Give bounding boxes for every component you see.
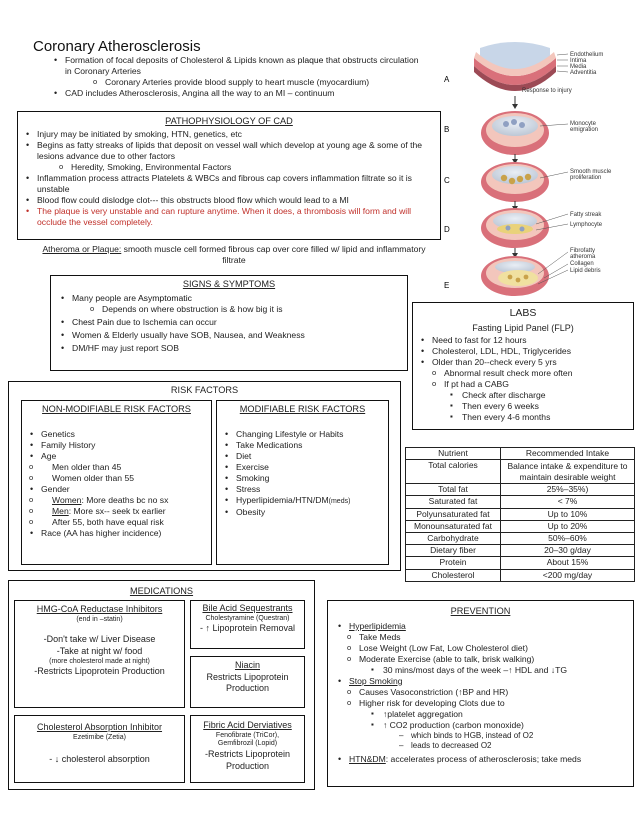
nutrient-cell: Saturated fat: [406, 496, 501, 508]
table-row: [406, 532, 635, 544]
nonmodifiable-box: [21, 400, 212, 565]
labs-subitem: o If pt had a CABG: [431, 379, 627, 390]
hmg-coa-subtitle: (end in –statin): [76, 615, 123, 623]
patho-item: • Inflammation process attracts Platelets & WBCs and fibrous cap covers inflammation filtrate so it is unstable: [24, 173, 434, 195]
intro-item-cad: • CAD includes Atherosclerosis, Angina all the way to an MI – continuum: [52, 88, 427, 99]
figure-label: Endothelium: [570, 52, 604, 58]
risk-item: • Stress: [223, 484, 382, 495]
hmg-coa-note: -Don't take w/ Liver Disease: [43, 634, 156, 645]
risk-item: • Age: [28, 451, 205, 462]
intake-cell: 20–30 g/day: [501, 545, 635, 557]
hmg-coa-box: [14, 600, 185, 708]
nutrient-cell: Cholesterol: [406, 569, 501, 581]
bile-acid-subtitle: Cholestyramine (Questran): [205, 614, 290, 622]
intake-cell: Balance intake & expenditure to maintain desirable weight: [501, 460, 635, 484]
prevention-item: • Hyperlipidemia: [336, 621, 625, 632]
figure-label: Fibrofatty: [570, 248, 596, 254]
figure-label: Lymphocyte: [570, 222, 603, 228]
prevention-item: • Stop Smoking: [336, 676, 625, 687]
stage-label: D: [444, 225, 450, 234]
risk-subitem: o Women older than 55: [28, 473, 205, 484]
prevention-subitem: o Lose Weight (Low Fat, Low Cholesterol diet): [346, 643, 625, 654]
risk-item: • Genetics: [28, 429, 205, 440]
labs-item: • Cholesterol, LDL, HDL, Triglycerides: [419, 346, 627, 357]
prevention-subitem: o Moderate Exercise (able to talk, brisk walking): [346, 654, 625, 665]
signs-subitem: o Depends on where obstruction is & how big it is: [89, 304, 399, 315]
modifiable-heading: MODIFIABLE RISK FACTORS: [239, 404, 366, 414]
prevention-detail: ▪ ↑ CO2 production (carbon monoxide): [370, 720, 625, 731]
risk-subitem: o After 55, both have equal risk: [28, 517, 205, 528]
risk-subitem: o Men older than 45: [28, 462, 205, 473]
pathophysiology-box: [17, 111, 441, 240]
intake-cell: 25%–35%): [501, 484, 635, 496]
page-title: Coronary Atherosclerosis: [33, 38, 201, 55]
prevention-subitem: o Take Meds: [346, 632, 625, 643]
table-row: [406, 520, 635, 532]
risk-item: • Changing Lifestyle or Habits: [223, 429, 382, 440]
prevention-detail: ▪ 30 mins/most days of the week –↑ HDL and ↓TG: [370, 665, 625, 676]
intro-subitem: o Coronary Arteries provide blood supply to heart muscle (myocardium): [92, 77, 427, 88]
patho-item: • Blood flow could dislodge clot--- this obstructs blood flow which would lead to a MI: [24, 195, 434, 206]
labs-cabg-item: ▪ Check after discharge: [449, 390, 627, 401]
prevention-detail: – which binds to HGB, instead of O2: [398, 731, 625, 741]
signs-item: • Chest Pain due to Ischemia can occur: [59, 317, 399, 328]
patho-item: • Begins as fatty streaks of lipids that deposit on vessel wall which develop at young age & some of the lesions advance due to other factors: [24, 140, 434, 162]
prevention-detail: ▪ ↑platelet aggregation: [370, 709, 625, 720]
signs-heading: SIGNS & SYMPTOMS: [182, 279, 276, 289]
stage-label: B: [444, 125, 450, 134]
intake-cell: Up to 10%: [501, 508, 635, 520]
atheroma-definition: Atheroma or Plaque: smooth muscle cell formed fibrous cap over core filled w/ lipid and inflammatory filtrate: [42, 244, 426, 265]
nutrient-cell: Protein: [406, 557, 501, 569]
table-row: [406, 569, 635, 581]
labs-cabg-item: ▪ Then every 4-6 months: [449, 412, 627, 423]
table-header: Nutrient: [406, 448, 501, 460]
nutrient-cell: Polyunsaturated fat: [406, 508, 501, 520]
nutrient-cell: Total fat: [406, 484, 501, 496]
signs-item: • Many people are Asymptomatic: [59, 293, 399, 304]
figure-label: Adventitia: [570, 70, 597, 76]
intake-cell: 50%–60%: [501, 532, 635, 544]
table-row: [406, 496, 635, 508]
fibric-acid-subtitle: Fenofibrate (TriCor),: [215, 731, 280, 739]
nutrient-cell: Total calories: [406, 460, 501, 484]
intake-cell: About 15%: [501, 557, 635, 569]
fibric-acid-subtitle: Gemfibrozil (Lopid): [217, 740, 278, 748]
figure-label: atheroma: [570, 254, 596, 260]
nutrient-cell: Dietary fiber: [406, 545, 501, 557]
risk-item: • Exercise: [223, 462, 382, 473]
prevention-item: • HTN&DM: accelerates process of atherosclerosis; take meds: [336, 754, 625, 765]
risk-item: • Race (AA has higher incidence): [28, 528, 205, 539]
intake-cell: <200 mg/day: [501, 569, 635, 581]
medications-box: [8, 580, 315, 790]
fibric-acid-title: Fibric Acid Derviatives: [203, 720, 292, 730]
bile-acid-note: - ↑ Lipoprotein Removal: [199, 623, 296, 634]
bile-acid-box: [190, 600, 305, 649]
risk-item: • Hyperlipidemia/HTN/DM(meds): [223, 495, 382, 507]
niacin-note: Restricts Lipoprotein Production: [206, 671, 289, 694]
labs-item: • Need to fast for 12 hours: [419, 335, 627, 346]
stage-a-vessel: [474, 42, 556, 91]
absorption-inhibitor-title: Cholesterol Absorption Inhibitor: [36, 722, 163, 732]
nutrition-table: [405, 447, 635, 582]
prevention-subitem: o Higher risk for developing Clots due to: [346, 698, 625, 709]
signs-symptoms-box: [50, 275, 408, 371]
signs-item: • Women & Elderly usually have SOB, Nausea, and Weakness: [59, 330, 399, 341]
risk-subitem: o Women: More deaths bc no sx: [28, 495, 205, 506]
risk-item: • Take Medications: [223, 440, 382, 451]
intro-item-plaque: • Formation of focal deposits of Cholesterol & Lipids known as plaque that obstructs circulation in Coronary Arteries: [52, 55, 427, 77]
hmg-coa-title: HMG-CoA Reductase Inhibitors: [36, 604, 163, 614]
figure-label: Fatty streak: [570, 212, 602, 218]
fibric-acid-note: -Restricts Lipoprotein Production: [204, 749, 291, 771]
hmg-coa-note: (more cholesterol made at night): [49, 657, 150, 665]
absorption-inhibitor-box: [14, 715, 185, 783]
risk-item: • Obesity: [223, 507, 382, 518]
nonmodifiable-heading: NON-MODIFIABLE RISK FACTORS: [42, 404, 191, 414]
nutrient-cell: Monounsaturated fat: [406, 520, 501, 532]
niacin-title: Niacin: [234, 660, 260, 670]
stage-e-vessel: [481, 256, 549, 296]
prevention-heading: PREVENTION: [450, 606, 511, 616]
absorption-inhibitor-subtitle: Ezetimibe (Zetia): [73, 733, 126, 741]
labs-cabg-item: ▪ Then every 6 weeks: [449, 401, 627, 412]
medications-heading: MEDICATIONS: [129, 586, 194, 596]
figure-label: Monocyte: [570, 121, 597, 127]
nutrient-cell: Carbohydrate: [406, 532, 501, 544]
stage-label: C: [444, 176, 450, 185]
table-row: [406, 508, 635, 520]
stage-label: A: [444, 75, 450, 84]
labs-item: • Older than 20--check every 5 yrs: [419, 357, 627, 368]
prevention-subitem: o Causes Vasoconstriction (↑BP and HR): [346, 687, 625, 698]
signs-item: • DM/HF may just report SOB: [59, 343, 399, 354]
figure-label: Response to injury: [522, 88, 572, 94]
absorption-inhibitor-note: - ↓ cholesterol absorption: [49, 754, 150, 765]
stage-b-vessel: [481, 111, 549, 155]
table-row: [406, 545, 635, 557]
patho-item: • Injury may be initiated by smoking, HTN, genetics, etc: [24, 129, 434, 140]
hmg-coa-note: -Restricts Lipoprotein Production: [34, 666, 165, 677]
figure-label: emigration: [570, 127, 599, 133]
risk-heading: RISK FACTORS: [170, 385, 239, 395]
stage-label: E: [444, 281, 450, 290]
figure-label: Intima: [570, 58, 587, 64]
intake-cell: < 7%: [501, 496, 635, 508]
hmg-coa-note: -Take at night w/ food: [56, 645, 143, 656]
table-row: [406, 557, 635, 569]
pathophysiology-heading: PATHOPHYSIOLOGY OF CAD: [165, 116, 293, 126]
risk-subitem: o Men: More sx-- seek tx earlier: [28, 506, 205, 517]
risk-factors-box: [8, 381, 401, 571]
labs-subitem: o Abnormal result check more often: [431, 368, 627, 379]
intake-cell: Up to 20%: [501, 520, 635, 532]
prevention-box: [327, 600, 634, 787]
table-row: [406, 460, 635, 484]
figure-label: Smooth muscle: [570, 169, 612, 175]
fibric-acid-box: [190, 715, 305, 783]
prevention-detail: – leads to decreased O2: [398, 741, 625, 751]
risk-item: • Gender: [28, 484, 205, 495]
figure-label: proliferation: [570, 175, 602, 181]
intro-section: [52, 55, 427, 99]
table-header-row: [406, 448, 635, 460]
modifiable-box: [216, 400, 389, 565]
patho-item-warning: • The plaque is very unstable and can rupture anytime. When it does, a thrombosis will form and will occlude the vessel completely.: [24, 206, 434, 228]
patho-subitem: o Heredity, Smoking, Environmental Factors: [58, 162, 434, 173]
risk-item: • Smoking: [223, 473, 382, 484]
figure-label: Media: [570, 64, 587, 70]
figure-label: Collagen: [570, 261, 594, 267]
niacin-box: [190, 656, 305, 708]
figure-label: Lipid debris: [570, 268, 601, 274]
labs-box: [412, 302, 634, 430]
risk-item: • Diet: [223, 451, 382, 462]
table-header: Recommended Intake: [501, 448, 635, 460]
stage-d-vessel: [481, 208, 549, 248]
atherosclerosis-progression-figure: [440, 38, 636, 302]
bile-acid-title: Bile Acid Sequestrants: [202, 603, 293, 613]
labs-heading: LABS: [509, 307, 537, 319]
table-row: [406, 484, 635, 496]
labs-subheading: Fasting Lipid Panel (FLP): [472, 323, 574, 334]
risk-item: • Family History: [28, 440, 205, 451]
stage-c-vessel: [481, 162, 549, 202]
